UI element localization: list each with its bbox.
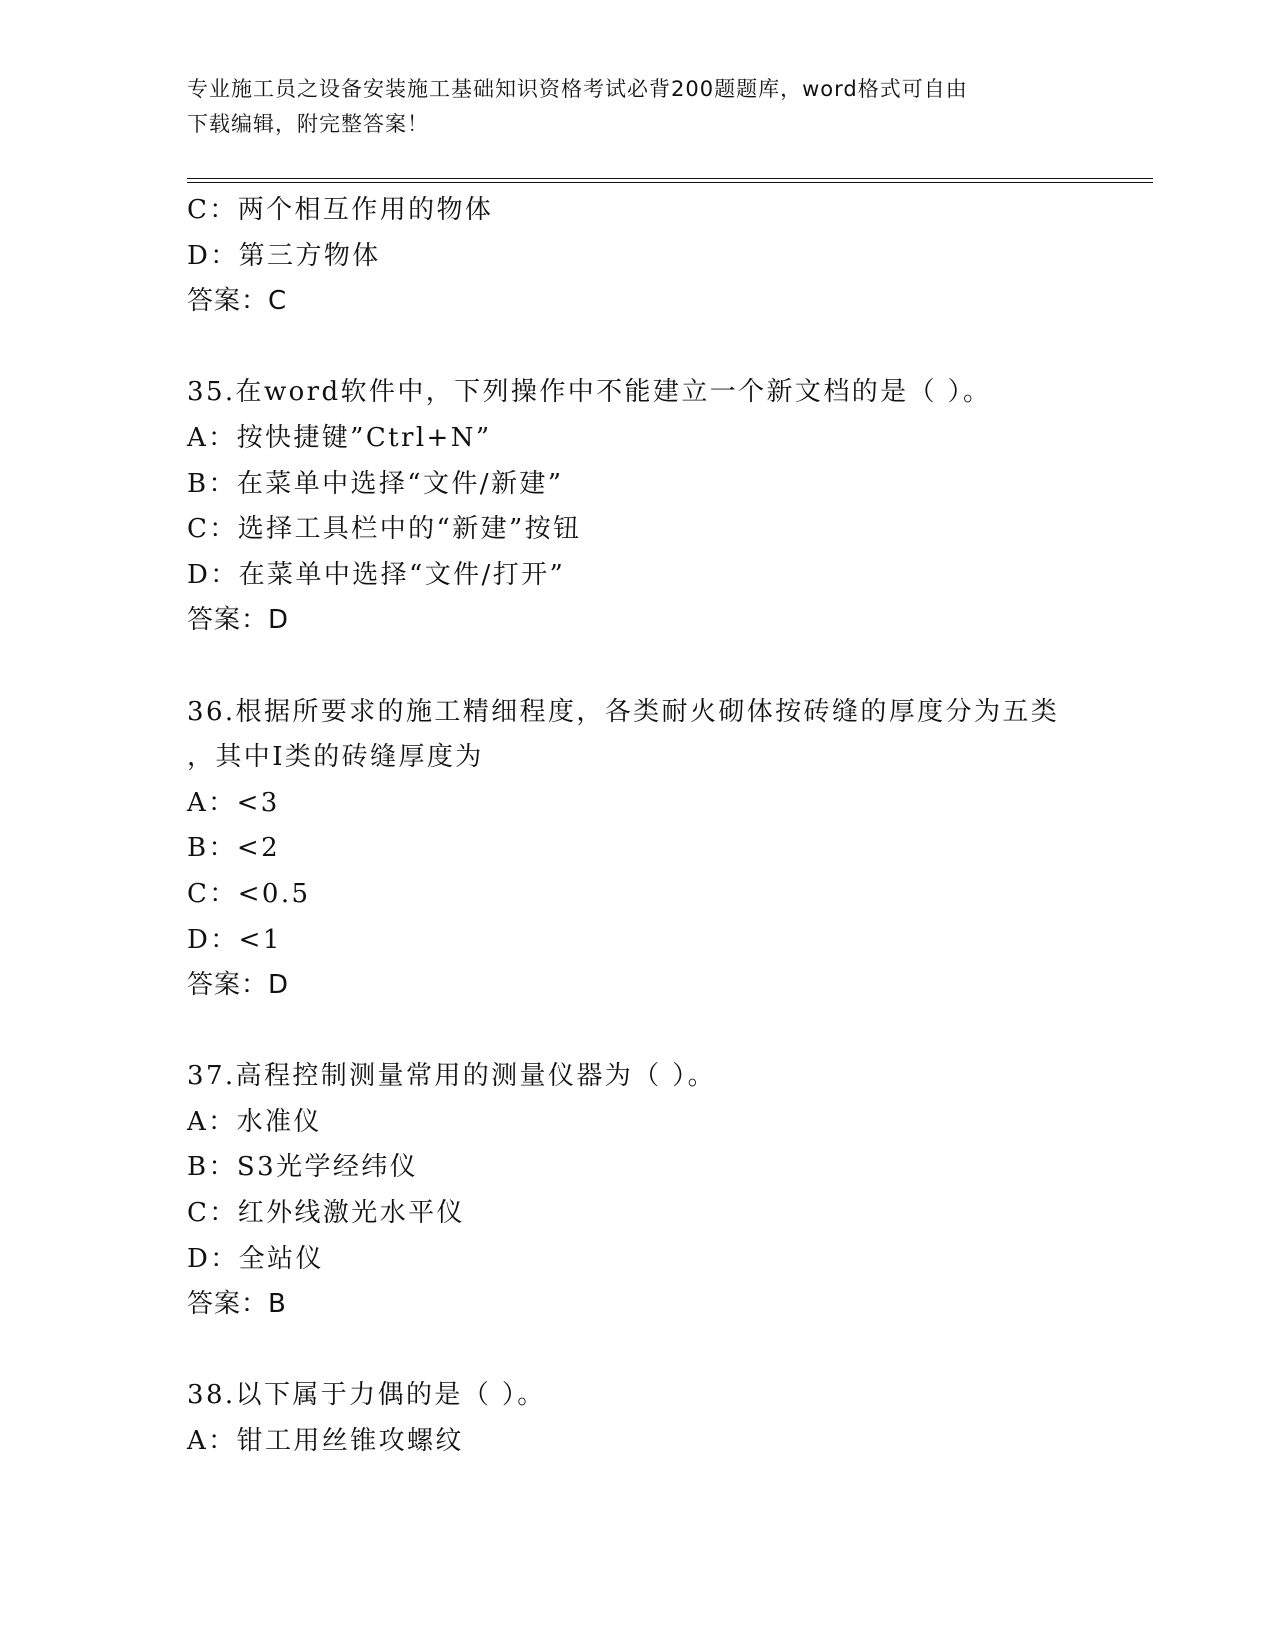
question-36: [187, 690, 1087, 1009]
spacer: [187, 644, 1087, 690]
question-text: 37.高程控制测量常用的测量仪器为（ ）。: [187, 1061, 717, 1092]
option-a: A：钳工用丝锥攻螺纹: [187, 1426, 464, 1457]
option-c: C：<0.5: [187, 878, 311, 909]
answer-line: 答案：D: [187, 605, 290, 636]
question-37: [187, 1054, 1087, 1328]
header-title-line-1: 专业施工员之设备安装施工基础知识资格考试必背200题题库，word格式可自由: [187, 77, 968, 101]
option-d: D：全站仪: [187, 1243, 324, 1274]
option-d: D：第三方物体: [187, 240, 381, 271]
option-b: B：在菜单中选择“文件/新建”: [187, 468, 564, 499]
option-b: B：<2: [187, 833, 281, 864]
document-header: [187, 72, 1067, 142]
spacer: [187, 1009, 1087, 1055]
answer-line: 答案：B: [187, 1289, 287, 1320]
option-c: C：红外线激光水平仪: [187, 1198, 465, 1229]
question-text: 36.根据所要求的施工精细程度，各类耐火砌体按砖缝的厚度分为五类: [187, 696, 1060, 727]
option-a: A：水准仪: [187, 1106, 322, 1137]
question-text: 38.以下属于力偶的是（ ）。: [187, 1380, 546, 1411]
question-text: 35.在word软件中，下列操作中不能建立一个新文档的是（ ）。: [187, 377, 992, 408]
option-a: A：<3: [187, 787, 280, 818]
question-35: [187, 370, 1087, 644]
question-38: [187, 1373, 1087, 1464]
option-c: C：选择工具栏中的“新建”按钮: [187, 514, 582, 545]
spacer: [187, 325, 1087, 371]
question-text-continuation: ，其中I类的砖缝厚度为: [187, 742, 484, 773]
option-b: B：S3光学经纬仪: [187, 1152, 419, 1183]
option-a: A：按快捷键”Ctrl+N”: [187, 422, 492, 453]
option-d: D：<1: [187, 924, 282, 955]
header-title-line-2: 下载编辑，附完整答案！: [187, 112, 429, 136]
header-divider-top: [187, 178, 1153, 179]
header-divider-bottom: [187, 182, 1153, 183]
option-c: C：两个相互作用的物体: [187, 195, 494, 225]
answer-line: 答案：D: [187, 970, 290, 1001]
answer-line: 答案：C: [187, 286, 288, 317]
option-d: D：在菜单中选择“文件/打开”: [187, 559, 566, 590]
question-list: [187, 188, 1087, 1465]
prev-question-block: [187, 188, 1087, 325]
spacer: [187, 1328, 1087, 1374]
